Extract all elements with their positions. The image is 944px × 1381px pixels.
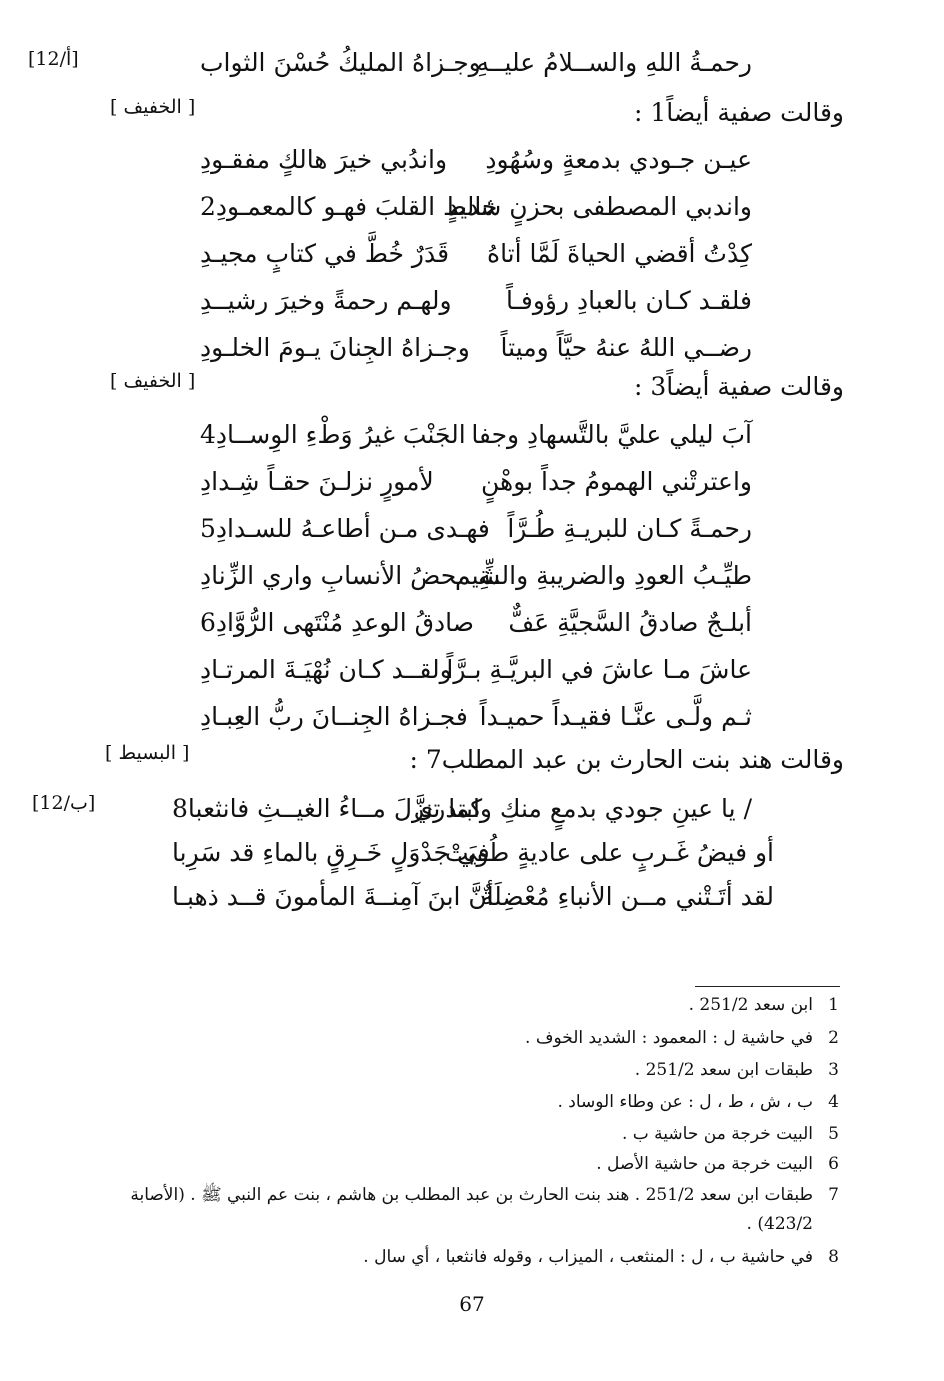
footnote-text: 423/2) . — [746, 1214, 813, 1234]
footnote-text: طبقات ابن سعد 251/2 . — [634, 1060, 813, 1080]
footnote-text: البيت خرجة من حاشية ب . — [621, 1124, 813, 1144]
verse-right: كِدْتُ أقضي الحياةَ لَمَّا أتاهُ — [486, 239, 752, 268]
footnote-number: 3 — [828, 1060, 839, 1080]
verse-left-0: وجـزاهُ المليكُ حُسْنَ الثواب — [200, 48, 481, 77]
verse-right: واندبي المصطفى بحزنٍ شديدٍ — [447, 192, 752, 221]
footnote-number: 1 — [828, 995, 839, 1015]
verse-right: / يا عينِ جودي بدمعٍ منكِ وابتدري — [413, 794, 752, 823]
verse-right: لقد أتَـتْني مــن الأنباءِ مُعْضِلَةٌ — [480, 882, 774, 911]
footnote-text: في حاشية ل : المعمود : الشديد الخوف . — [525, 1028, 813, 1048]
verse-right-0: رحمـةُ اللهِ والســلامُ عليــهِ — [476, 48, 752, 77]
verse-right: فلقـد كـان بالعبادِ رؤوفـاً — [505, 286, 752, 315]
verse-right: رضــي اللهُ عنهُ حيَّاً وميتاً — [500, 333, 752, 362]
verse-left: قَدَرٌ خُطَّ في كتابٍ مجيـدِ — [200, 239, 450, 268]
section-intro-1: وقالت صفية أيضاً1 : — [633, 98, 844, 127]
verse-left: فهـدى مـن أطاعـهُ للسـدادِ5 — [200, 514, 490, 543]
verse-right: أبلـجٌ صادقُ السَّجيَّةِ عَفٌّ — [508, 608, 752, 637]
footnote — [79, 1091, 839, 1115]
page-number: 67 — [459, 1292, 485, 1316]
footnote-text: ب ، ش ، ط ، ل : عن وطاء الوساد . — [557, 1092, 813, 1112]
verse-left: الجَنْبَ غيرُ وَطْءِ الوِســادِ4 — [200, 420, 466, 449]
verse-left: فجـزاهُ الجِنــانَ ربُّ العِبـادِ — [200, 702, 468, 731]
footnote-number: 8 — [828, 1247, 839, 1267]
footnote — [99, 1184, 839, 1208]
verse-left: ولهـم رحمةً وخيرَ رشيــدِ — [200, 286, 452, 315]
footnote — [79, 1246, 839, 1270]
footnote — [79, 994, 839, 1018]
meter-label-3: [ البسيط ] — [105, 742, 190, 764]
verse-left: أنَّ ابنَ آمِنــةَ المأمونَ قــد ذهبـا — [172, 882, 494, 911]
verse-left: لأمورٍ نزلـنَ حقـاً شِـدادِ — [200, 467, 434, 496]
verse-right: طيِّـبُ العودِ والضريبةِ والشِّيم — [455, 561, 752, 590]
meter-label-1: [ الخفيف ] — [110, 96, 196, 118]
footnote-text: في حاشية ب ، ل : المنثعب ، الميزاب ، وقوله فانثعبا ، أي سال . — [363, 1247, 813, 1267]
verse-right: أو فيضُ غَـربٍ على عاديةٍ طُويَتْ — [445, 838, 774, 867]
footnote-divider — [695, 986, 840, 987]
verse-left: ولقــد كـان نُهْيَـةَ المرتـادِ — [200, 655, 452, 684]
verse-left: ـةِ محضُ الأنسابِ واري الزِّنادِ — [200, 561, 500, 590]
footnote-number: 7 — [828, 1185, 839, 1205]
footnote — [79, 1059, 839, 1083]
verse-right: عيـن جـودي بدمعةٍ وسُهُودِ — [485, 145, 752, 174]
footnote-number: 5 — [828, 1124, 839, 1144]
folio-ref-mid: [12/ب] — [32, 792, 96, 814]
footnote-continuation — [613, 1213, 813, 1237]
footnote-text: البيت خرجة من حاشية الأصل . — [596, 1154, 813, 1174]
verse-left: واندُبي خيرَ هالكٍ مفقـودِ — [200, 145, 448, 174]
footnote-number: 4 — [828, 1092, 839, 1112]
verse-right: ثـم ولَّـى عنَّـا فقيـداً حميـداً — [479, 702, 752, 731]
verse-right: رحمـةً كـان للبريـةِ طُـرَّاً — [507, 514, 752, 543]
section-intro-3: وقالت هند بنت الحارث بن عبد المطلب7 : — [409, 745, 844, 774]
footnote — [79, 1027, 839, 1051]
verse-right: واعترتْني الهمومُ جداً بوهْنٍ — [481, 467, 752, 496]
section-intro-2: وقالت صفية أيضاً3 : — [633, 372, 844, 401]
verse-left: صادقُ الوعدِ مُنْتَهى الرُّوَّادِ6 — [200, 608, 474, 637]
verse-left: في جَدْوَلٍ خَـرِقٍ بالماءِ قد سَرِبا — [172, 838, 490, 867]
footnote — [79, 1153, 839, 1177]
verse-left: وجـزاهُ الجِنانَ يـومَ الخلـودِ — [200, 333, 470, 362]
verse-right: آبَ ليلي عليَّ بالتَّسهادِ وجفا — [471, 420, 752, 449]
footnote-text: ابن سعد 251/2 . — [688, 995, 813, 1015]
verse-left: كما تنزَّلَ مــاءُ الغيــثِ فانثعبا8 — [172, 794, 483, 823]
footnote — [79, 1123, 839, 1147]
folio-ref-top: [12/أ] — [28, 48, 79, 70]
footnote-number: 2 — [828, 1028, 839, 1048]
footnote-text: طبقات ابن سعد 251/2 . هند بنت الحارث بن عبد المطلب بن هاشم ، بنت عم النبي ﷺ . (الأصابة — [130, 1185, 813, 1205]
verse-right: عاشَ مـا عاشَ في البريَّـةِ بـرَّاً — [446, 655, 752, 684]
verse-left: خالط القلبَ فهـو كالمعمـودِ2 — [200, 192, 498, 221]
meter-label-2: [ الخفيف ] — [110, 370, 196, 392]
footnote-number: 6 — [828, 1154, 839, 1174]
